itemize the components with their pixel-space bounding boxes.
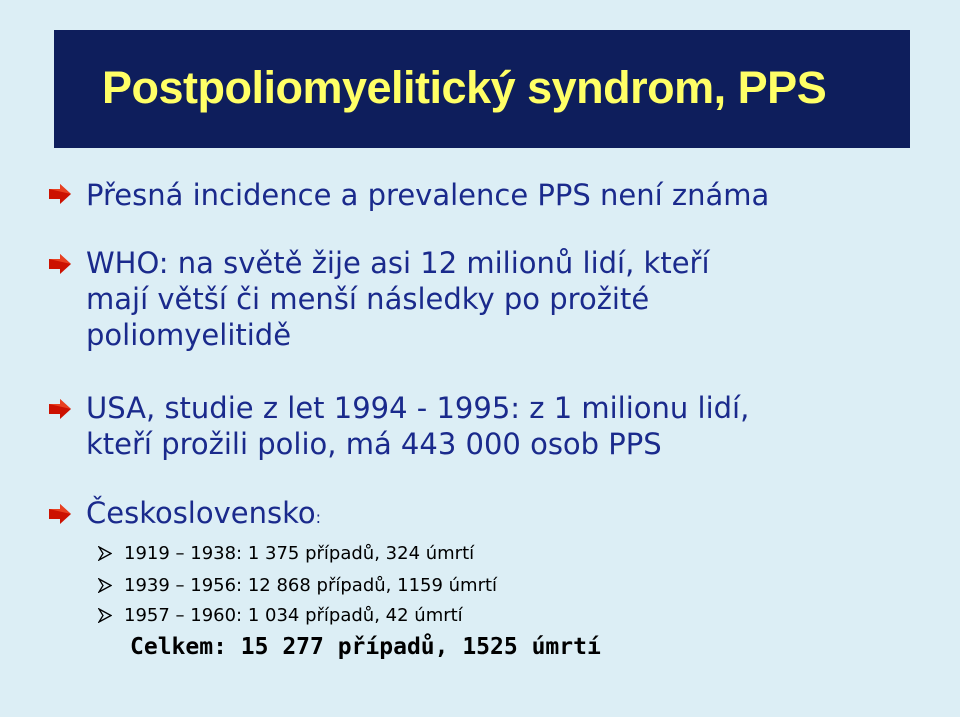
slide-title: Postpoliomyelitický syndrom, PPS	[102, 62, 827, 113]
bullet-label: Československo	[86, 496, 316, 530]
red-arrow-bullet-icon	[48, 502, 72, 526]
arrowhead-outline-icon	[98, 578, 112, 593]
bullet-who	[86, 245, 710, 353]
bullet-line: kteří prožili polio, má 443 000 osob PPS	[86, 427, 662, 461]
sub-item-text: 1919 – 1938: 1 375 případů, 324 úmrtí	[124, 543, 475, 564]
bullet-line: poliomyelitidě	[86, 318, 292, 352]
arrowhead-outline-icon	[98, 546, 112, 561]
red-arrow-bullet-icon	[48, 252, 72, 276]
arrowhead-outline-icon	[98, 608, 112, 623]
bullet-usa	[86, 390, 749, 462]
red-arrow-bullet-icon	[48, 397, 72, 421]
bullet-line: WHO: na světě žije asi 12 milionů lidí, kteří	[86, 246, 710, 280]
red-arrow-bullet-icon	[48, 182, 72, 206]
bullet-line: USA, studie z let 1994 - 1995: z 1 milionu lidí,	[86, 391, 750, 425]
title-bar	[54, 30, 910, 148]
sub-item-text: 1939 – 1956: 12 868 případů, 1159 úmrtí	[124, 575, 498, 596]
total-summary: Celkem: 15 277 případů, 1525 úmrtí	[130, 634, 601, 660]
bullet-colon: :	[315, 508, 321, 527]
bullet-incidence	[86, 177, 769, 213]
bullet-line: Přesná incidence a prevalence PPS není známa	[86, 178, 770, 212]
bullet-line: mají větší či menší následky po prožité	[86, 282, 650, 316]
bullet-czechoslovakia	[86, 495, 321, 536]
sub-item-text: 1957 – 1960: 1 034 případů, 42 úmrtí	[124, 605, 463, 626]
